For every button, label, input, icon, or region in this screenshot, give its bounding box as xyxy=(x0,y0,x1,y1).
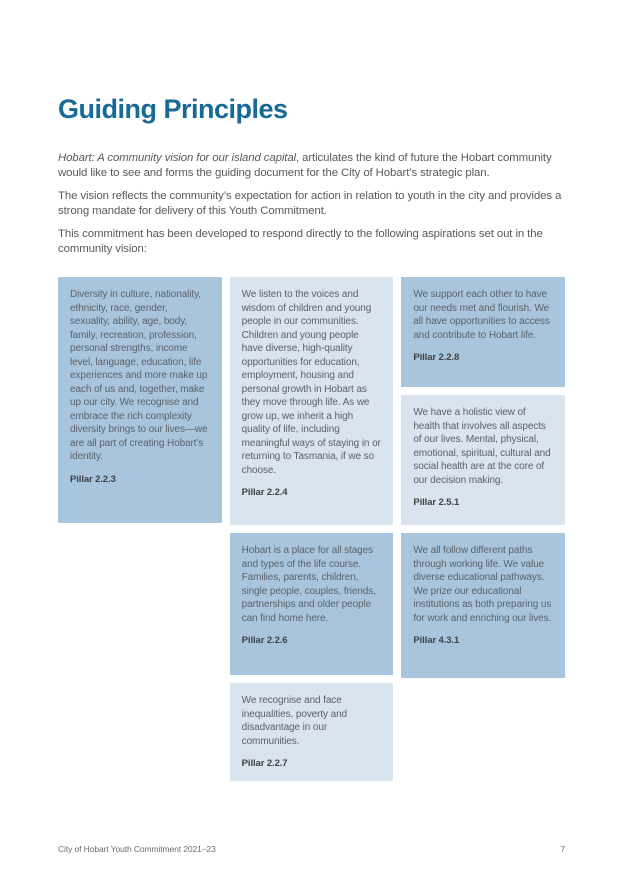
commitment-paragraph: This commitment has been developed to respond directly to the following aspirations set out in the community vision: xyxy=(58,228,543,255)
aspiration-text: We support each other to have our needs met and flourish. We all have opportunities to access and contribute to Hobart life. xyxy=(413,289,550,341)
aspiration-box-pillar-2-2-4 xyxy=(230,277,394,525)
aspirations-column-1 xyxy=(58,277,222,781)
aspiration-text: Hobart is a place for all stages and types of the life course. Families, parents, children, single people, couples, friends, partnerships and older people can find home here. xyxy=(241,545,376,624)
aspiration-text: We have a holistic view of health that involves all aspects of our lives. Mental, physical, emotional, spiritual, cultural and social health are at the core of our decision making. xyxy=(413,407,551,486)
pillar-label: Pillar 2.2.6 xyxy=(241,635,288,646)
aspiration-box-pillar-2-2-8 xyxy=(401,277,565,387)
aspiration-box-pillar-4-3-1 xyxy=(401,533,565,678)
aspiration-box-pillar-2-2-7 xyxy=(230,683,394,781)
page-content xyxy=(0,93,622,781)
aspiration-box-pillar-2-5-1 xyxy=(401,395,565,525)
aspiration-box-pillar-2-2-3 xyxy=(58,277,222,523)
pillar-label: Pillar 2.2.3 xyxy=(70,473,116,485)
vision-paragraph: The vision reflects the community’s expectation for action in relation to youth in the city and provides a strong mandate for delivery of this Youth Commitment. xyxy=(58,190,562,217)
pillar-label: Pillar 2.5.1 xyxy=(413,497,460,508)
pillar-label: Pillar 2.2.7 xyxy=(241,758,288,769)
pillar-label: Pillar 2.2.8 xyxy=(413,352,460,363)
aspiration-text: Diversity in culture, nationality, ethnicity, race, gender, sexuality, ability, age, body, family, recreation, profession, personal strengths, income level, language, education, life experiences and more make up each of us and, together, make up our city. We recognise and embrace the rich complexity diversity brings to our lives—we are all part of creating Hobart’s identity. xyxy=(70,289,208,462)
footer-page-number: 7 xyxy=(560,844,565,854)
aspirations-grid xyxy=(58,277,565,781)
aspiration-text: We all follow different paths through working life. We value diverse educational pathways. We prize our educational institutions as both preparing us for work and enriching our lives. xyxy=(413,545,552,624)
page-footer xyxy=(58,844,565,854)
aspirations-column-3 xyxy=(401,277,565,781)
aspiration-box-pillar-2-2-6 xyxy=(230,533,394,675)
intro-paragraph-italic: Hobart: A community vision for our island capital xyxy=(58,152,296,164)
intro-paragraph xyxy=(58,151,565,181)
footer-document-title: City of Hobart Youth Commitment 2021–23 xyxy=(58,844,216,854)
aspiration-text: We listen to the voices and wisdom of children and young people in our communities. Children and young people have diverse, high-quality opportunities for education, employment, housing and personal growth in Hobart as they move through life. As we grow up, we inherit a high quality of life, including meaningful ways of staying in or returning to Tasmania, if we so choose. xyxy=(241,289,381,476)
intro-paragraph-rest: , articulates the kind of future the Hobart community would like to see and forms the guiding document for the City of Hobart’s strategic plan. xyxy=(58,152,552,179)
page-title: Guiding Principles xyxy=(58,94,288,124)
aspiration-text: We recognise and face inequalities, poverty and disadvantage in our communities. xyxy=(241,695,348,747)
aspirations-column-2 xyxy=(230,277,394,781)
pillar-label: Pillar 4.3.1 xyxy=(413,635,460,646)
pillar-label: Pillar 2.2.4 xyxy=(241,487,288,498)
